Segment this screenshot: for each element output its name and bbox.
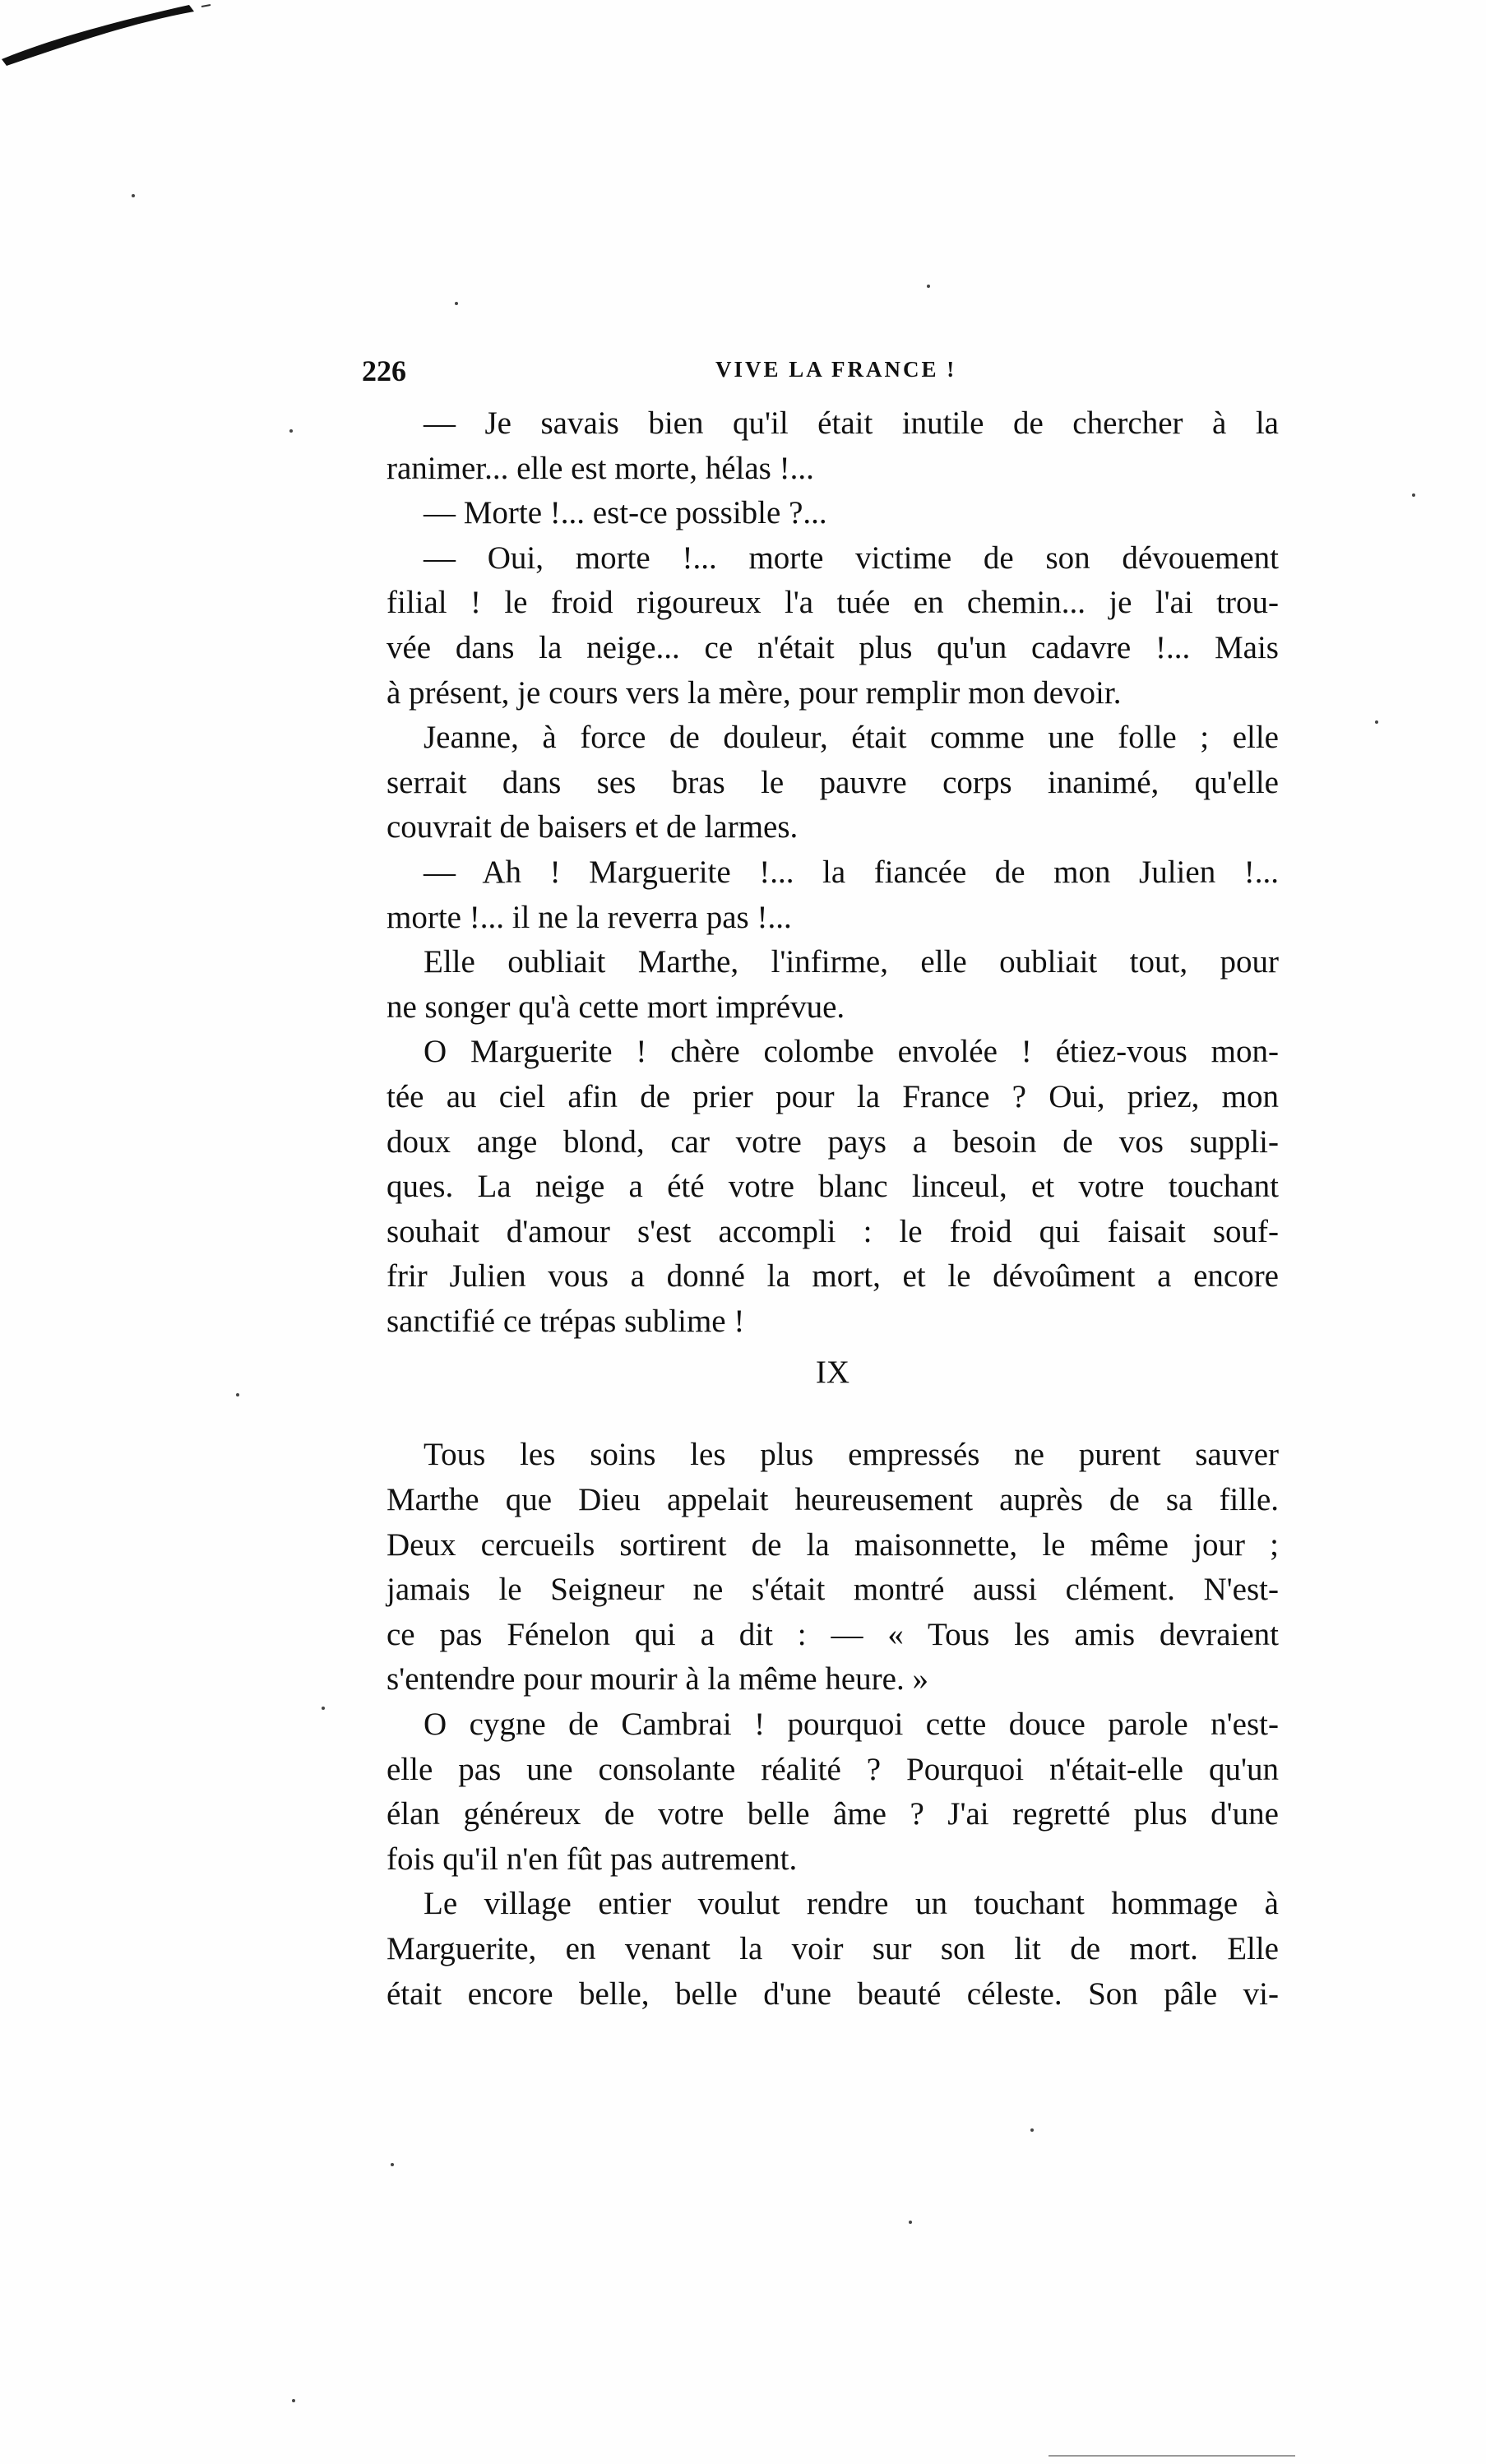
text-line: s'entendre pour mourir à la même heure. » bbox=[387, 1661, 928, 1697]
text-line: vée dans la neige... ce n'était plus qu'un cadavre !... Mais bbox=[387, 629, 1279, 665]
text-line: Marguerite, en venant la voir sur son lit de mort. Elle bbox=[387, 1931, 1279, 1966]
text-line: morte !... il ne la reverra pas !... bbox=[387, 899, 792, 935]
text-line: O Marguerite ! chère colombe envolée ! étiez-vous mon- bbox=[424, 1034, 1279, 1070]
text-line: tée au ciel afin de prier pour la France ? Oui, priez, mon bbox=[387, 1078, 1279, 1114]
text-line: frir Julien vous a donné la mort, et le dévoûment a encore bbox=[387, 1258, 1279, 1295]
text-line: filial ! le froid rigoureux l'a tuée en chemin... je l'ai trou- bbox=[387, 585, 1279, 621]
text-line: elle pas une consolante réalité ? Pourquoi n'était-elle qu'un bbox=[387, 1751, 1279, 1787]
text-line: doux ange blond, car votre pays a besoin de vos suppli- bbox=[387, 1123, 1279, 1160]
dust-speck bbox=[455, 302, 458, 305]
ink-smudge-mark bbox=[0, 0, 214, 74]
text-line: O cygne de Cambrai ! pourquoi cette douce parole n'est- bbox=[424, 1707, 1279, 1743]
text-line: ce pas Fénelon qui a dit : — « Tous les amis devraient bbox=[387, 1616, 1279, 1652]
bottom-rule bbox=[1049, 2455, 1295, 2457]
dust-speck bbox=[927, 285, 930, 288]
dust-speck bbox=[322, 1707, 325, 1710]
text-line: sanctifié ce trépas sublime ! bbox=[387, 1303, 745, 1339]
text-line: était encore belle, belle d'une beauté céleste. Son pâle vi- bbox=[387, 1975, 1279, 2012]
text-line: jamais le Seigneur ne s'était montré aussi clément. N'est- bbox=[387, 1572, 1279, 1608]
body-text bbox=[387, 401, 1279, 2017]
text-line: — Morte !... est-ce possible ?... bbox=[424, 495, 827, 531]
dust-speck bbox=[391, 2163, 394, 2166]
dust-speck bbox=[1412, 493, 1415, 497]
dust-speck bbox=[132, 194, 135, 197]
text-line: fois qu'il n'en fût pas autrement. bbox=[387, 1841, 798, 1877]
page-header bbox=[362, 354, 1291, 403]
text-line: couvrait de baisers et de larmes. bbox=[387, 809, 799, 845]
text-line: Deux cercueils sortirent de la maisonnette, le même jour ; bbox=[387, 1526, 1279, 1563]
text-line: élan généreux de votre belle âme ? J'ai regretté plus d'une bbox=[387, 1796, 1279, 1832]
text-line: souhait d'amour s'est accompli : le froid qui faisait souf- bbox=[387, 1213, 1279, 1249]
text-line: Elle oubliait Marthe, l'infirme, elle oubliait tout, pour bbox=[424, 944, 1279, 980]
text-line: — Ah ! Marguerite !... la fiancée de mon Julien !... bbox=[424, 854, 1279, 890]
text-line: ne songer qu'à cette mort imprévue. bbox=[387, 989, 845, 1025]
dust-speck bbox=[292, 2399, 295, 2402]
text-line: — Je savais bien qu'il était inutile de chercher à la bbox=[424, 405, 1279, 441]
text-line: Le village entier voulut rendre un touchant hommage à bbox=[424, 1886, 1279, 1922]
dust-speck bbox=[1375, 720, 1378, 724]
page-number: 226 bbox=[362, 354, 406, 387]
text-line: Marthe que Dieu appelait heureusement auprès de sa fille. bbox=[387, 1482, 1279, 1518]
text-line: à présent, je cours vers la mère, pour remplir mon devoir. bbox=[387, 674, 1122, 711]
text-line: ranimer... elle est morte, hélas !... bbox=[387, 450, 814, 486]
text-line: ques. La neige a été votre blanc linceul, et votre touchant bbox=[387, 1169, 1279, 1205]
text-line: Tous les soins les plus empressés ne purent sauver bbox=[424, 1437, 1279, 1473]
dust-speck bbox=[909, 2221, 912, 2224]
running-title: VIVE LA FRANCE ! bbox=[715, 357, 957, 382]
dust-speck bbox=[236, 1393, 239, 1396]
dust-speck bbox=[1030, 2128, 1034, 2132]
text-line: serrait dans ses bras le pauvre corps inanimé, qu'elle bbox=[387, 764, 1279, 800]
text-line: Jeanne, à force de douleur, était comme une folle ; elle bbox=[424, 720, 1279, 756]
dust-speck bbox=[289, 429, 293, 433]
text-line: — Oui, morte !... morte victime de son dévouement bbox=[424, 540, 1279, 576]
section-heading: IX bbox=[815, 1355, 850, 1391]
